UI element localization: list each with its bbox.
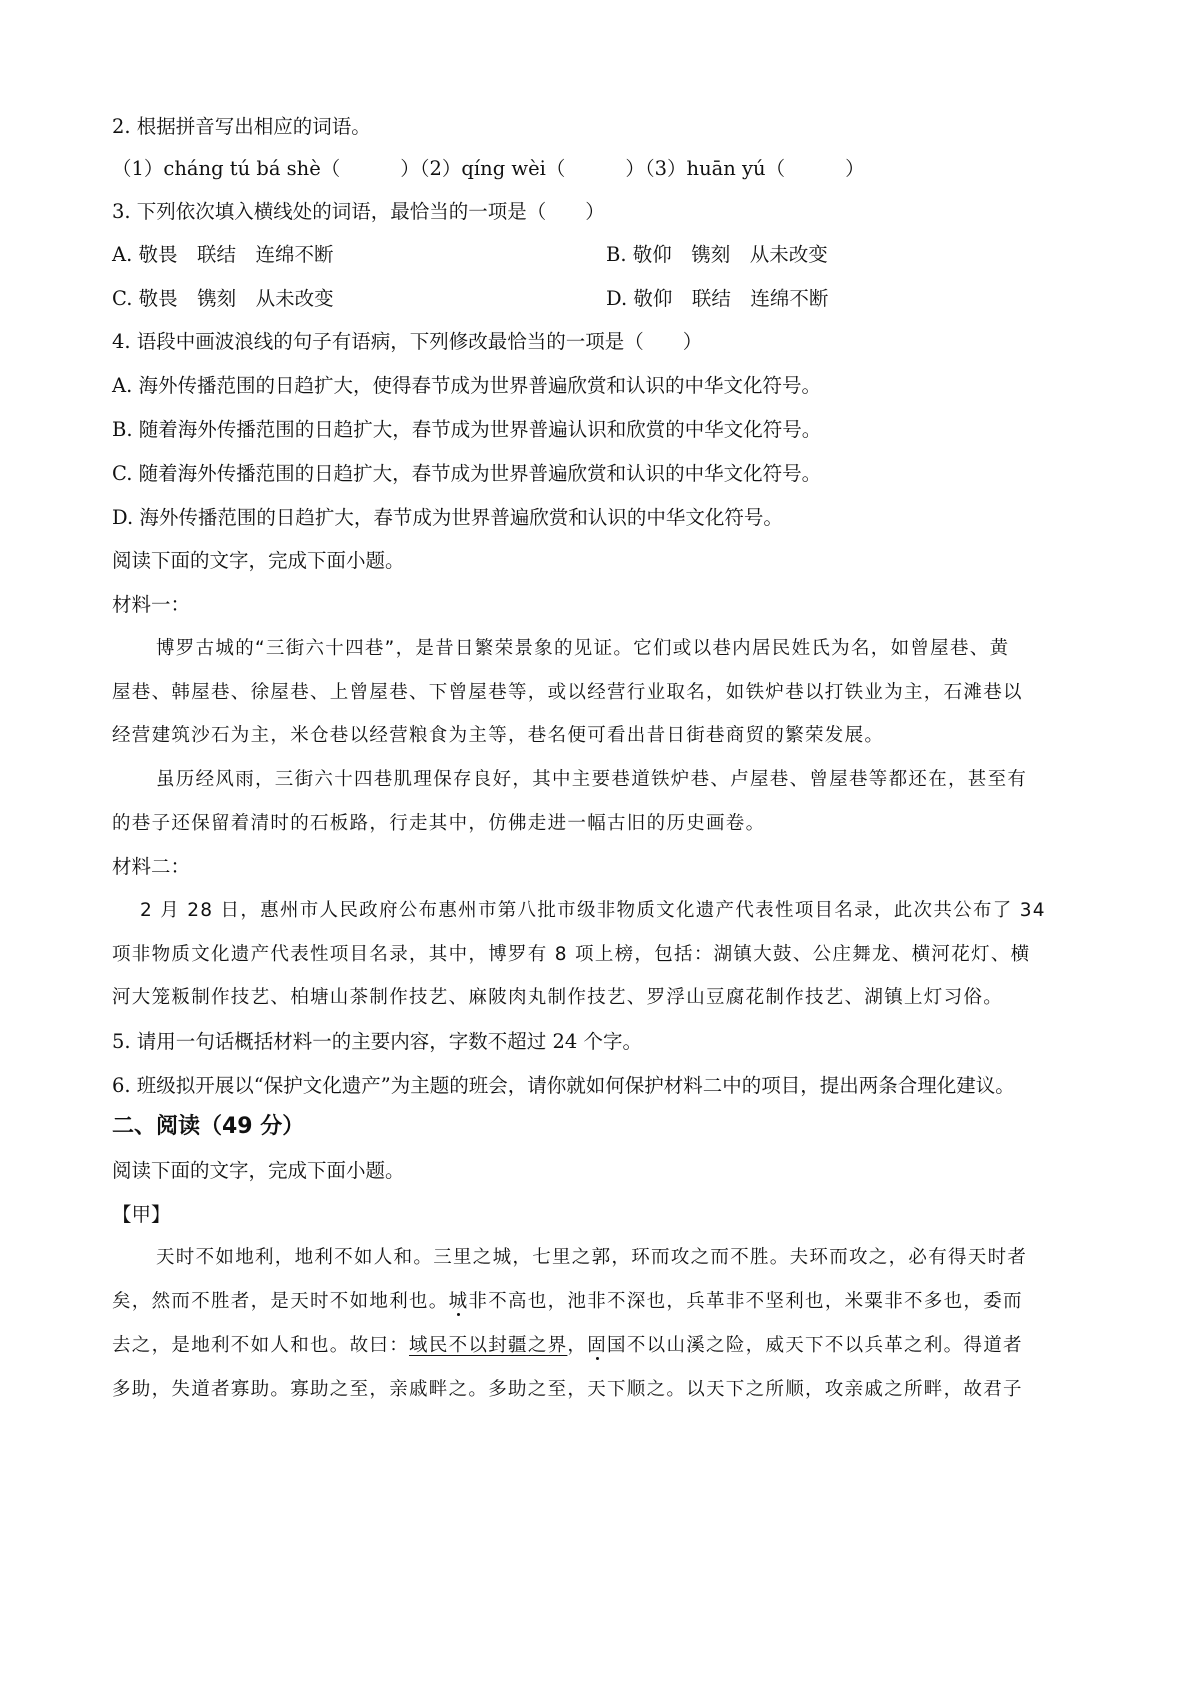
question-5: 5. 请用一句话概括材料一的主要内容，字数不超过 24 个字。 xyxy=(112,1030,643,1053)
q3-option-d: D. 敬仰 联结 连绵不断 xyxy=(606,287,829,310)
q2-item-2: ）（2）qíng wèi（ xyxy=(400,157,566,180)
passage-jia-line xyxy=(112,1287,1120,1317)
text-run: 矣，然而不胜者，是天时不如地利也。 xyxy=(112,1291,449,1312)
material-1-line: 的巷子还保留着清时的石板路，行走其中，仿佛走进一幅古旧的历史画卷。 xyxy=(112,813,766,834)
question-2-stem: 2. 根据拼音写出相应的词语。 xyxy=(112,115,371,138)
q3-options-row-1 xyxy=(112,240,1120,270)
dotted-char: 城 xyxy=(448,1291,469,1312)
material-1-line: 经营建筑沙石为主，米仓巷以经营粮食为主等，巷名便可看出昔日街巷商贸的繁荣发展。 xyxy=(112,725,885,746)
q3-options-row-2 xyxy=(112,284,1120,314)
q3-option-a: A. 敬畏 联结 连绵不断 xyxy=(112,243,334,266)
material-1-line: 虽历经风雨，三街六十四巷肌理保存良好，其中主要巷道铁炉巷、卢屋巷、曾屋巷等都还在，甚至有 xyxy=(156,769,1028,790)
question-6: 6. 班级拟开展以“保护文化遗产”为主题的班会，请你就如何保护材料二中的项目，提出两条合理化建议。 xyxy=(112,1074,1015,1097)
q2-item-1: （1）cháng tú bá shè（ xyxy=(112,157,341,180)
text-run: 国不以山溪之险，威天下不以兵革之利。得道者 xyxy=(607,1335,1023,1356)
q3-option-b: B. 敬仰 镌刻 从未改变 xyxy=(606,243,828,266)
passage-jia-line: 多助，失道者寡助。寡助之至，亲戚畔之。多助之至，天下顺之。以天下之所顺，攻亲戚之所畔，故君子 xyxy=(112,1379,1023,1400)
material-2-title: 材料二： xyxy=(112,855,191,878)
passage-jia-line: 天时不如地利，地利不如人和。三里之城，七里之郭，环而攻之而不胜。夫环而攻之，必有得天时者 xyxy=(156,1247,1028,1268)
text-run: 非不高也，池非不深也，兵革非不坚利也，米粟非不多也，委而 xyxy=(468,1291,1023,1312)
passage-jia-line xyxy=(112,1331,1120,1361)
q2-item-3: ）（3）huān yú（ xyxy=(625,157,786,180)
q4-option-c: C. 随着海外传播范围的日趋扩大，春节成为世界普遍欣赏和认识的中华文化符号。 xyxy=(112,462,822,485)
q3-option-c: C. 敬畏 镌刻 从未改变 xyxy=(112,287,334,310)
material-2-line: 2 月 28 日，惠州市人民政府公布惠州市第八批市级非物质文化遗产代表性项目名录，此次共公布了 34 xyxy=(140,900,1046,921)
q4-option-b: B. 随着海外传播范围的日趋扩大，春节成为世界普遍认识和欣赏的中华文化符号。 xyxy=(112,418,822,441)
material-2-line: 河大笼粄制作技艺、柏塘山茶制作技艺、麻陂肉丸制作技艺、罗浮山豆腐花制作技艺、湖镇上灯习俗。 xyxy=(112,987,1004,1008)
question-4-stem: 4. 语段中画波浪线的句子有语病，下列修改最恰当的一项是（ ） xyxy=(112,330,703,353)
underlined-phrase: 域民不以封疆之界 xyxy=(409,1335,568,1356)
reading-1-intro: 阅读下面的文字，完成下面小题。 xyxy=(112,549,405,572)
text-run: ， xyxy=(567,1335,588,1356)
question-3-stem: 3. 下列依次填入横线处的词语，最恰当的一项是（ ） xyxy=(112,200,605,223)
passage-jia-label: 【甲】 xyxy=(112,1203,171,1226)
q4-option-a: A. 海外传播范围的日趋扩大，使得春节成为世界普遍欣赏和认识的中华文化符号。 xyxy=(112,374,821,397)
material-2-line: 项非物质文化遗产代表性项目名录，其中，博罗有 8 项上榜，包括：湖镇大鼓、公庄舞龙、横河花灯、横 xyxy=(112,944,1031,965)
reading-2-intro: 阅读下面的文字，完成下面小题。 xyxy=(112,1159,405,1182)
question-2-items xyxy=(112,154,1120,184)
material-1-line: 博罗古城的“三街六十四巷”，是昔日繁荣景象的见证。它们或以巷内居民姓氏为名，如曾屋巷、黄 xyxy=(156,638,1010,659)
q2-end: ） xyxy=(845,157,865,180)
section-2-heading: 二、阅读（49 分） xyxy=(112,1114,305,1139)
material-1-title: 材料一： xyxy=(112,593,191,616)
dotted-char: 固 xyxy=(587,1335,608,1356)
q4-option-d: D. 海外传播范围的日趋扩大，春节成为世界普遍欣赏和认识的中华文化符号。 xyxy=(112,506,783,529)
text-run: 去之，是地利不如人和也。故曰： xyxy=(112,1335,410,1356)
material-1-line: 屋巷、韩屋巷、徐屋巷、上曾屋巷、下曾屋巷等，或以经营行业取名，如铁炉巷以打铁业为主，石滩巷以 xyxy=(112,682,1023,703)
